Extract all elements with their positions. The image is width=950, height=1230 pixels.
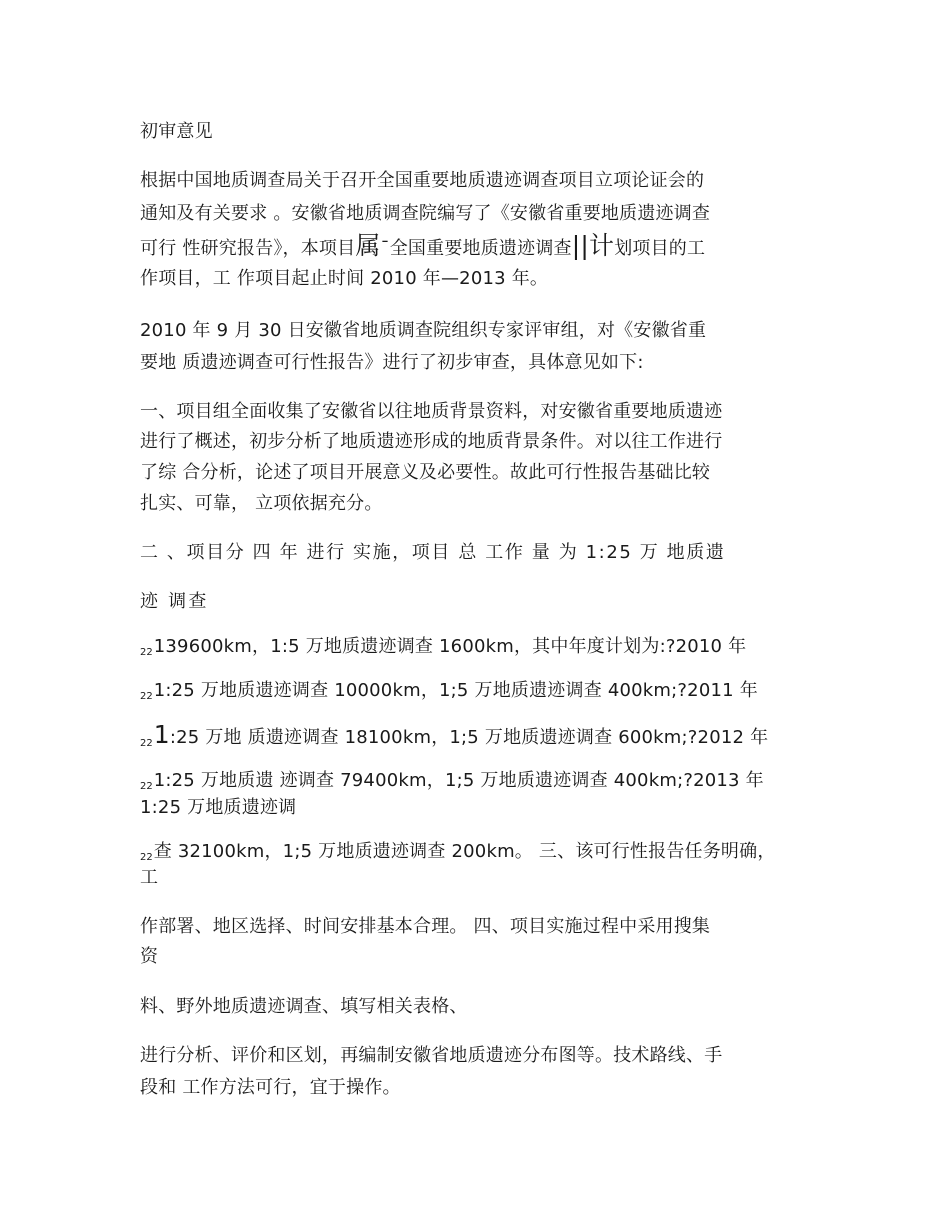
list-item-1: [140, 633, 746, 664]
text-run-large: 1: [153, 720, 170, 749]
superscript: 22: [140, 781, 153, 792]
text-run: 1:25 万地质遗 迹调查 79400km，1;5 万地质遗迹调查 400km;?2013 年: [153, 770, 764, 791]
list-item-3: [140, 721, 768, 755]
paragraph-1-line-1: 根据中国地质调查局关于召开全国重要地质遗迹调查项目立项论证会的: [140, 170, 705, 191]
paragraph-2-line-1: 2010 年 9 月 30 日安徽省地质调查院组织专家评审组，对《安徽省重: [140, 320, 707, 341]
paragraph-3-line-2: 进行了概述，初步分析了地质遗迹形成的地质背景条件。对以往工作进行: [140, 431, 723, 452]
superscript: 22: [140, 691, 153, 702]
paragraph-7-line-1: 进行分析、评价和区划，再编制安徽省地质遗迹分布图等。技术路线、手: [140, 1045, 723, 1066]
paragraph-3-line-1: 一、项目组全面收集了安徽省以往地质背景资料，对安徽省重要地质遗迹: [140, 401, 723, 422]
superscript: 22: [140, 738, 153, 749]
paragraph-1-line-3: [140, 232, 705, 263]
heading: 初审意见: [140, 121, 213, 142]
text-run: 查 32100km，1;5 万地质遗迹调查 200km。 三、该可行性报告任务明确，: [153, 841, 776, 862]
text-run-large: 属: [355, 231, 381, 260]
paragraph-1-line-2: 通知及有关要求 。安徽省地质调查院编写了《安徽省重要地质遗迹调查: [140, 203, 711, 224]
text-run-large: ||计: [571, 231, 615, 260]
text-run: ¯全国重要地质遗迹调查: [380, 238, 572, 259]
paragraph-1-line-4: 作项目，工 作项目起止时间 2010 年—2013 年。: [140, 268, 549, 289]
paragraph-4-line-2: 迹 调查: [140, 591, 209, 612]
list-item-2: [140, 677, 758, 708]
text-run: 139600km，1:5 万地质遗迹调查 1600km，其中年度计划为:?2010 年: [153, 636, 747, 657]
text-run: 可行 性研究报告》，本项目: [140, 238, 356, 259]
paragraph-3-line-3: 了综 合分析，论述了项目开展意义及必要性。故此可行性报告基础比较: [140, 462, 711, 483]
list-item-4-continued: 1:25 万地质遗迹调: [140, 797, 297, 818]
superscript: 22: [140, 647, 153, 658]
paragraph-6-line-1: 料、野外地质遗迹调查、填写相关表格、: [140, 996, 468, 1017]
superscript: 22: [140, 852, 153, 863]
paragraph-2-line-2: 要地 质遗迹调查可行性报告》进行了初步审查，具体意见如下:: [140, 352, 644, 373]
list-item-5-continued: 工: [140, 867, 159, 888]
paragraph-5-line-2: 资: [140, 946, 159, 967]
paragraph-5-line-1: 作部署、地区选择、时间安排基本合理。 四、项目实施过程中采用搜集: [140, 916, 711, 937]
paragraph-3-line-4: 扎实、可靠， 立项依据充分。: [140, 493, 383, 514]
text-run: :25 万地 质遗迹调查 18100km，1;5 万地质遗迹调查 600km;?2012 年: [169, 727, 769, 748]
text-run: 划项目的工: [614, 238, 706, 259]
text-run: 1:25 万地质遗迹调查 10000km，1;5 万地质遗迹调查 400km;?2011 年: [153, 680, 758, 701]
paragraph-4-line-1: 二 、项目分 四 年 进行 实施，项目 总 工作 量 为 1:25 万 地质遗: [140, 542, 726, 563]
paragraph-7-line-2: 段和 工作方法可行，宜于操作。: [140, 1077, 401, 1098]
list-item-5: [140, 838, 776, 869]
